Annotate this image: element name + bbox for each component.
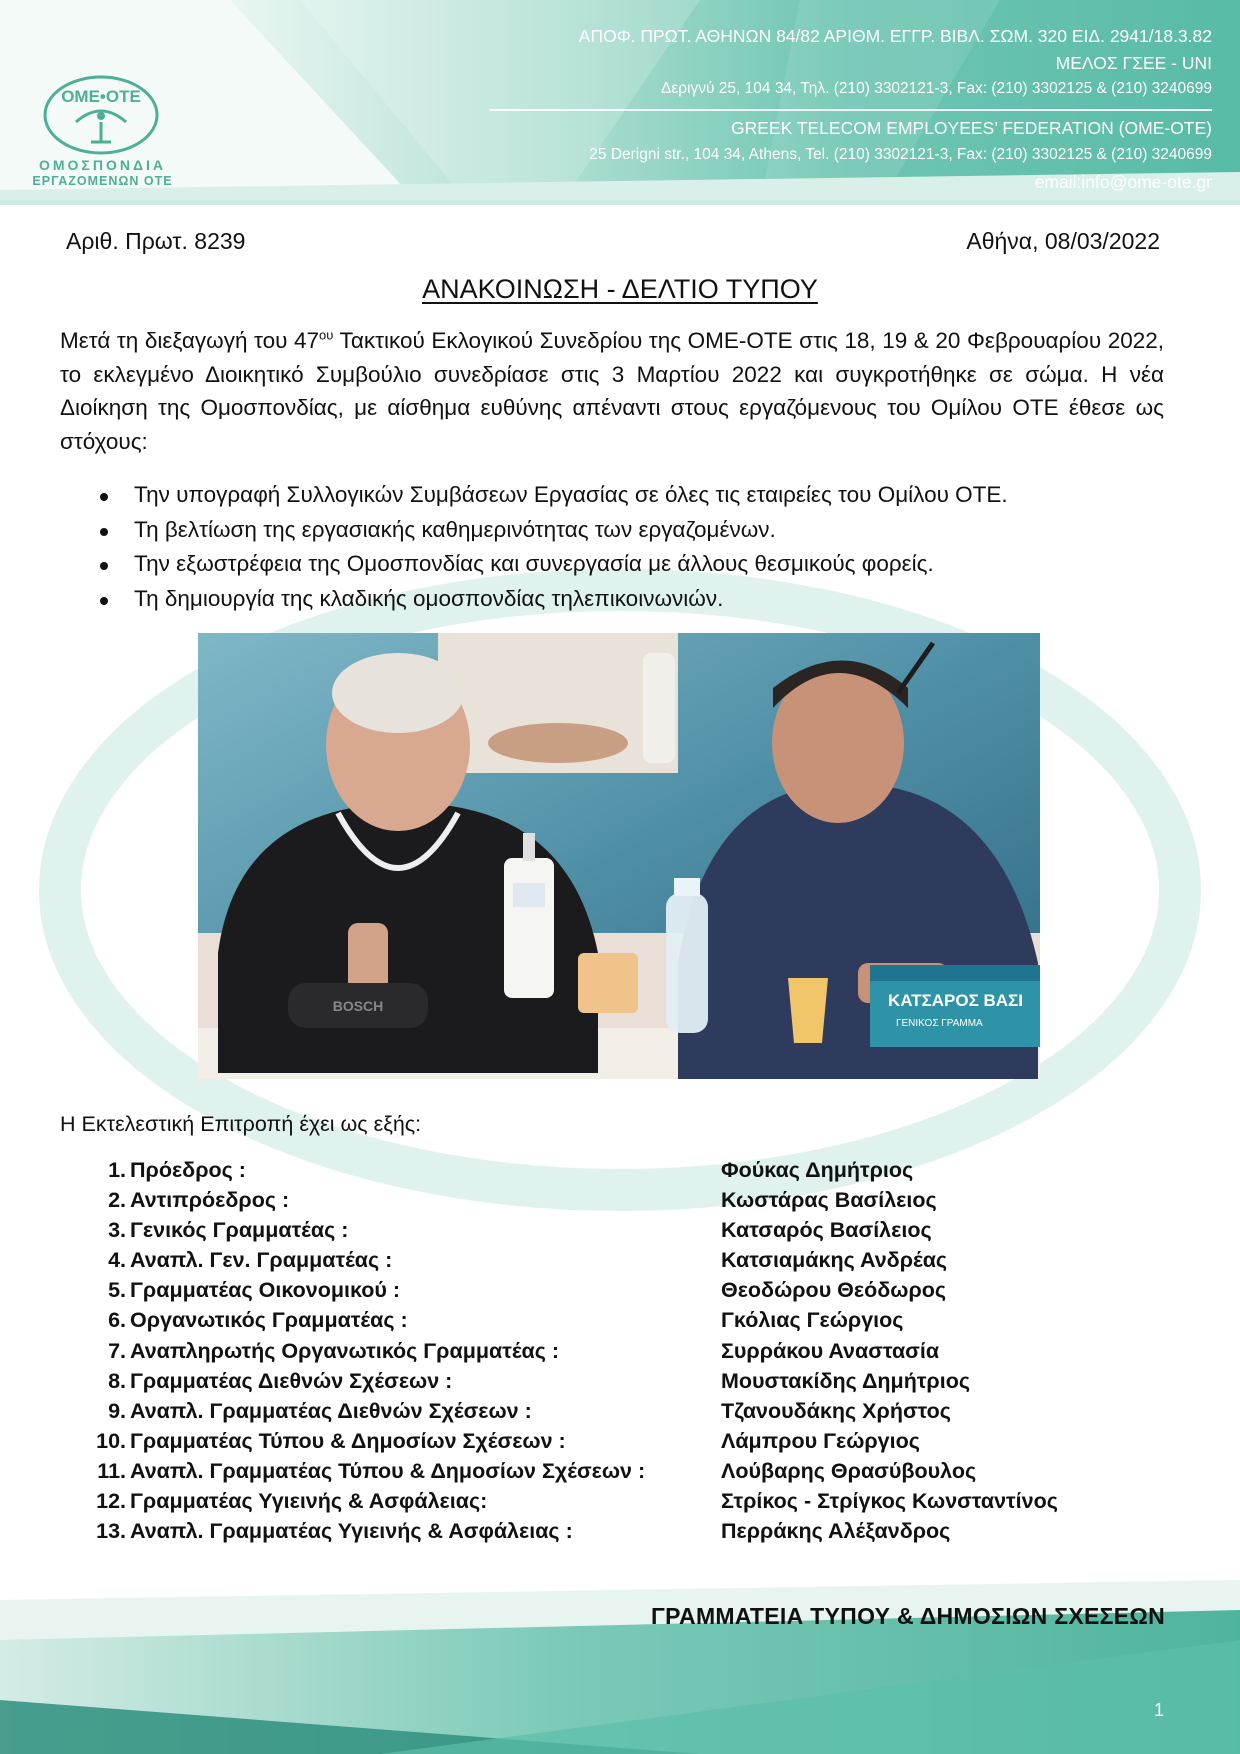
goal-text: Την υπογραφή Συλλογικών Συμβάσεων Εργασίας σε όλες τις εταιρείες του Ομίλου ΟΤΕ. <box>134 482 1008 507</box>
intro-text-a: Μετά τη διεξαγωγή του 47 <box>60 328 320 353</box>
goal-item <box>100 547 1008 582</box>
row-role: Αναπλ. Γεν. Γραμματέας : <box>130 1248 393 1273</box>
intro-paragraph <box>60 324 1164 458</box>
intro-superscript: ου <box>319 327 334 343</box>
committee-heading: Η Εκτελεστική Επιτροπή έχει ως εξής: <box>60 1112 422 1136</box>
row-name: Τζανουδάκης Χρήστος <box>721 1398 951 1423</box>
committee-row <box>86 1278 1136 1308</box>
goals-list <box>100 478 1008 616</box>
row-number: 9. <box>108 1398 126 1423</box>
goal-item <box>100 582 1008 617</box>
letterhead <box>0 0 1240 205</box>
committee-row <box>86 1459 1136 1489</box>
logo-line-1: ΟΜΟΣΠΟΝΔΙΑ <box>38 157 166 173</box>
row-name: Φούκας Δημήτριος <box>721 1158 914 1182</box>
row-number: 5. <box>108 1278 126 1303</box>
row-number: 8. <box>108 1368 126 1393</box>
bullet-icon <box>100 493 108 501</box>
row-name: Στρίκος - Στρίγκος Κωνσταντίνος <box>721 1489 1058 1514</box>
goal-text: Την εξωστρέφεια της Ομοσπονδίας και συνεργασία με άλλους θεσμικούς φορείς. <box>134 551 934 576</box>
nameplate-role: ΓΕΝΙΚΟΣ ΓΡΑΜΜΑ <box>896 1018 983 1029</box>
protocol-number: Αριθ. Πρωτ. 8239 <box>66 228 246 254</box>
committee-row <box>86 1158 1136 1188</box>
row-role: Αντιπρόεδρος : <box>130 1188 290 1213</box>
committee-row <box>86 1339 1136 1369</box>
row-number: 6. <box>108 1308 126 1333</box>
row-name: Μουστακίδης Δημήτριος <box>721 1368 971 1393</box>
row-name: Περράκης Αλέξανδρος <box>721 1519 951 1544</box>
row-role: Γραμματέας Τύπου & Δημοσίων Σχέσεων : <box>130 1428 566 1453</box>
row-role: Οργανωτικός Γραμματέας : <box>130 1308 408 1333</box>
row-role: Γραμματέας Διεθνών Σχέσεων : <box>130 1368 453 1393</box>
row-number: 4. <box>108 1248 126 1273</box>
meeting-photo <box>198 633 1040 1079</box>
row-name: Γκόλιας Γεώργιος <box>721 1308 904 1333</box>
row-number: 7. <box>108 1338 126 1363</box>
nameplate-name: ΚΑΤΣΑΡΟΣ ΒΑΣΙ <box>888 991 1023 1010</box>
row-role: Αναπλ. Γραμματέας Διεθνών Σχέσεων : <box>130 1398 532 1423</box>
row-name: Συρράκου Αναστασία <box>721 1338 940 1363</box>
row-name: Λάμπρου Γεώργιος <box>721 1428 920 1453</box>
row-number: 3. <box>108 1218 126 1243</box>
logo-acronym: ΟΜΕ•ΟΤΕ <box>61 87 141 106</box>
row-name: Κατσιαμάκης Ανδρέας <box>721 1248 948 1273</box>
row-role: Αναπλ. Γραμματέας Υγιεινής & Ασφάλειας : <box>130 1519 573 1544</box>
goal-text: Τη βελτίωση της εργασιακής καθημερινότητας των εργαζομένων. <box>134 516 776 542</box>
intro-text-b: Τακτικού Εκλογικού Συνεδρίου της ΟΜΕ-ΟΤΕ στις 18, 19 & 20 Φεβρουαρίου 2022, το εκλεγμένο Διοικητικό Συμβούλιο συνεδρίασε στις 3 Μαρτίου 2022 και συγκροτήθηκε σε σώμα. Η νέα Διοίκηση της Ομοσπονδίας, με αίσθημα ευθύνης απέναντι στους εργαζόμενους του Ομίλου ΟΤΕ έθεσε ως στόχους: <box>60 328 1164 454</box>
row-role: Γραμματέας Υγιεινής & Ασφάλειας: <box>130 1489 488 1514</box>
header-name-en: GREEK TELECOM EMPLOYEES’ FEDERATION (OME-OTE) <box>731 118 1212 138</box>
row-number: 11. <box>97 1458 126 1483</box>
bullet-icon <box>100 528 108 536</box>
committee-row <box>86 1308 1136 1338</box>
signature-department: ΓΡΑΜΜΑΤΕΙΑ ΤΥΠΟΥ & ΔΗΜΟΣΙΩΝ ΣΧΕΣΕΩΝ <box>651 1603 1165 1629</box>
mic-brand-label: BOSCH <box>332 998 384 1014</box>
row-role: Γραμματέας Οικονομικού : <box>130 1278 401 1303</box>
bullet-icon <box>100 597 108 605</box>
row-number: 1. <box>108 1158 126 1182</box>
row-number: 2. <box>108 1188 126 1213</box>
row-number: 12. <box>96 1489 126 1514</box>
committee-row <box>86 1188 1136 1218</box>
row-role: Αναπλ. Γραμματέας Τύπου & Δημοσίων Σχέσεων : <box>130 1458 646 1483</box>
committee-row <box>86 1218 1136 1248</box>
row-role: Αναπληρωτής Οργανωτικός Γραμματέας : <box>130 1338 560 1363</box>
row-number: 10. <box>96 1428 126 1453</box>
committee-row <box>86 1369 1136 1399</box>
header-address-gr: Δεριγνύ 25, 104 34, Τηλ. (210) 3302121-3, Fax: (210) 3302125 & (210) 3240699 <box>660 80 1212 97</box>
header-registration: ΑΠΟΦ. ΠΡΩΤ. ΑΘΗΝΩΝ 84/82 ΑΡΙΘΜ. ΕΓΓΡ. ΒΙΒΛ. ΣΩΜ. 320 ΕΙΔ. 2941/18.3.82 <box>578 26 1212 46</box>
committee-row <box>86 1399 1136 1429</box>
goal-text: Τη δημιουργία της κλαδικής ομοσπονδίας τηλεπικοινωνιών. <box>134 585 724 611</box>
header-address-en: 25 Derigni str., 104 34, Athens, Tel. (210) 3302121-3, Fax: (210) 3302125 & (210) 3240699 <box>589 146 1212 163</box>
page-number: 1 <box>1153 1700 1164 1720</box>
document-title: ΑΝΑΚΟΙΝΩΣΗ - ΔΕΛΤΙΟ ΤΥΠΟΥ <box>422 274 818 304</box>
row-number: 13. <box>96 1519 126 1544</box>
place-date: Αθήνα, 08/03/2022 <box>966 228 1160 254</box>
logo-line-2: ΕΡΓΑΖΟΜΕΝΩΝ ΟΤΕ <box>32 174 173 188</box>
bullet-icon <box>100 562 108 570</box>
row-name: Κατσαρός Βασίλειος <box>721 1218 932 1243</box>
header-membership: ΜΕΛΟΣ ΓΣΕΕ - UNI <box>1055 53 1212 73</box>
committee-row <box>86 1429 1136 1459</box>
row-role: Γενικός Γραμματέας : <box>130 1218 349 1243</box>
row-name: Θεοδώρου Θεόδωρος <box>721 1278 947 1303</box>
header-divider <box>490 109 1212 111</box>
executive-committee-list <box>86 1158 1136 1549</box>
row-name: Λούβαρης Θρασύβουλος <box>721 1458 977 1483</box>
committee-row <box>86 1248 1136 1278</box>
goal-item <box>100 513 1008 548</box>
committee-row <box>86 1519 1136 1549</box>
goal-item <box>100 478 1008 513</box>
header-email: email:info@ome-ote.gr <box>1034 172 1212 192</box>
row-name: Κωστάρας Βασίλειος <box>721 1188 937 1213</box>
committee-row <box>86 1489 1136 1519</box>
meeting-photo-illustration <box>198 633 1040 1079</box>
row-role: Πρόεδρος : <box>130 1158 246 1182</box>
